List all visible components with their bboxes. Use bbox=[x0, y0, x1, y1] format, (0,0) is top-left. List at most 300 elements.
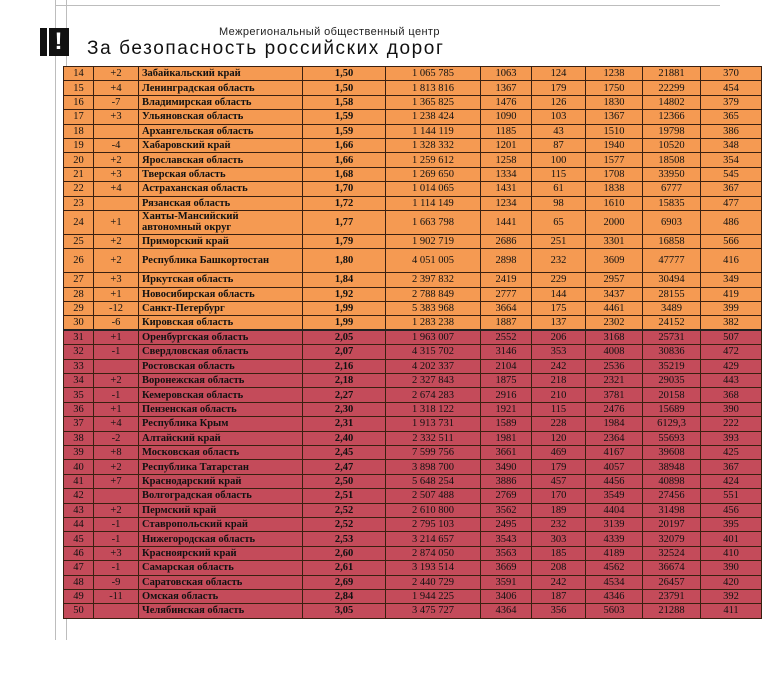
rank-cell: 27 bbox=[64, 273, 94, 287]
fatalities-cell: 356 bbox=[532, 604, 586, 618]
rank-change-cell: +1 bbox=[94, 330, 139, 344]
road-length-cell: 20158 bbox=[643, 388, 701, 402]
accidents-cell: 1887 bbox=[481, 316, 532, 330]
injured-cell: 1577 bbox=[586, 153, 643, 167]
injured-cell: 3609 bbox=[586, 249, 643, 273]
region-name-cell: Самарская область bbox=[139, 561, 303, 575]
rank-cell: 47 bbox=[64, 561, 94, 575]
region-name-cell: Кемеровская область bbox=[139, 388, 303, 402]
population-cell: 1 663 798 bbox=[386, 210, 481, 234]
rank-change-cell: -9 bbox=[94, 575, 139, 589]
vehicles-per-thousand-cell: 424 bbox=[701, 474, 762, 488]
accidents-cell: 1201 bbox=[481, 138, 532, 152]
fatalities-cell: 43 bbox=[532, 124, 586, 138]
region-name-cell: Ульяновская область bbox=[139, 110, 303, 124]
vehicles-per-thousand-cell: 390 bbox=[701, 402, 762, 416]
fatalities-cell: 303 bbox=[532, 532, 586, 546]
rank-cell: 32 bbox=[64, 345, 94, 359]
rank-change-cell: -11 bbox=[94, 589, 139, 603]
table-row bbox=[64, 561, 762, 575]
region-name-cell: Астраханская область bbox=[139, 182, 303, 196]
fatalities-cell: 457 bbox=[532, 474, 586, 488]
fatalities-cell: 232 bbox=[532, 517, 586, 531]
vehicles-per-thousand-cell: 425 bbox=[701, 445, 762, 459]
region-name-cell: Воронежская область bbox=[139, 374, 303, 388]
population-cell: 1 813 816 bbox=[386, 81, 481, 95]
population-cell: 1 963 007 bbox=[386, 330, 481, 344]
rank-change-cell: +2 bbox=[94, 234, 139, 248]
rank-cell: 14 bbox=[64, 67, 94, 81]
table-row bbox=[64, 402, 762, 416]
injured-cell: 4057 bbox=[586, 460, 643, 474]
rank-change-cell bbox=[94, 604, 139, 618]
accidents-cell: 1589 bbox=[481, 417, 532, 431]
rank-change-cell: -4 bbox=[94, 138, 139, 152]
road-length-cell: 24152 bbox=[643, 316, 701, 330]
road-length-cell: 19798 bbox=[643, 124, 701, 138]
accidents-cell: 2552 bbox=[481, 330, 532, 344]
region-name-cell: Рязанская область bbox=[139, 196, 303, 210]
road-length-cell: 10520 bbox=[643, 138, 701, 152]
injured-cell: 3301 bbox=[586, 234, 643, 248]
fatalities-cell: 353 bbox=[532, 345, 586, 359]
population-cell: 2 507 488 bbox=[386, 489, 481, 503]
fatalities-cell: 185 bbox=[532, 546, 586, 560]
risk-coefficient-cell: 1,66 bbox=[303, 153, 386, 167]
rank-cell: 29 bbox=[64, 302, 94, 316]
rank-change-cell: +8 bbox=[94, 445, 139, 459]
road-length-cell: 12366 bbox=[643, 110, 701, 124]
population-cell: 2 874 050 bbox=[386, 546, 481, 560]
table-row bbox=[64, 445, 762, 459]
rank-cell: 24 bbox=[64, 210, 94, 234]
population-cell: 1 944 225 bbox=[386, 589, 481, 603]
region-name-cell: Хабаровский край bbox=[139, 138, 303, 152]
population-cell: 2 674 283 bbox=[386, 388, 481, 402]
population-cell: 5 383 968 bbox=[386, 302, 481, 316]
rank-change-cell: -1 bbox=[94, 532, 139, 546]
region-name-cell: Республика Крым bbox=[139, 417, 303, 431]
region-name-cell: Волгоградская область bbox=[139, 489, 303, 503]
risk-coefficient-cell: 2,47 bbox=[303, 460, 386, 474]
rank-change-cell bbox=[94, 196, 139, 210]
injured-cell: 4404 bbox=[586, 503, 643, 517]
accidents-cell: 1234 bbox=[481, 196, 532, 210]
vehicles-per-thousand-cell: 420 bbox=[701, 575, 762, 589]
vehicles-per-thousand-cell: 386 bbox=[701, 124, 762, 138]
accidents-cell: 1875 bbox=[481, 374, 532, 388]
vehicles-per-thousand-cell: 486 bbox=[701, 210, 762, 234]
vehicles-per-thousand-cell: 411 bbox=[701, 604, 762, 618]
fatalities-cell: 251 bbox=[532, 234, 586, 248]
region-name-cell: Ханты-Мансийский автономный округ bbox=[139, 210, 303, 234]
accidents-cell: 3490 bbox=[481, 460, 532, 474]
table-row bbox=[64, 460, 762, 474]
rank-change-cell: +3 bbox=[94, 167, 139, 181]
vehicles-per-thousand-cell: 472 bbox=[701, 345, 762, 359]
rank-cell: 15 bbox=[64, 81, 94, 95]
injured-cell: 2000 bbox=[586, 210, 643, 234]
population-cell: 3 193 514 bbox=[386, 561, 481, 575]
fatalities-cell: 120 bbox=[532, 431, 586, 445]
road-length-cell: 40898 bbox=[643, 474, 701, 488]
region-name-cell: Алтайский край bbox=[139, 431, 303, 445]
fatalities-cell: 170 bbox=[532, 489, 586, 503]
rank-cell: 48 bbox=[64, 575, 94, 589]
fatalities-cell: 208 bbox=[532, 561, 586, 575]
vehicles-per-thousand-cell: 379 bbox=[701, 95, 762, 109]
risk-coefficient-cell: 1,68 bbox=[303, 167, 386, 181]
rank-cell: 38 bbox=[64, 431, 94, 445]
injured-cell: 2364 bbox=[586, 431, 643, 445]
vehicles-per-thousand-cell: 395 bbox=[701, 517, 762, 531]
population-cell: 2 788 849 bbox=[386, 287, 481, 301]
population-cell: 1 318 122 bbox=[386, 402, 481, 416]
table-row bbox=[64, 474, 762, 488]
rank-change-cell: +4 bbox=[94, 182, 139, 196]
vehicles-per-thousand-cell: 222 bbox=[701, 417, 762, 431]
fatalities-cell: 210 bbox=[532, 388, 586, 402]
risk-coefficient-cell: 2,61 bbox=[303, 561, 386, 575]
region-name-cell: Оренбургская область bbox=[139, 330, 303, 344]
region-name-cell: Иркутская область bbox=[139, 273, 303, 287]
accidents-cell: 2104 bbox=[481, 359, 532, 373]
vehicles-per-thousand-cell: 443 bbox=[701, 374, 762, 388]
fatalities-cell: 98 bbox=[532, 196, 586, 210]
risk-coefficient-cell: 1,79 bbox=[303, 234, 386, 248]
road-length-cell: 23791 bbox=[643, 589, 701, 603]
fatalities-cell: 144 bbox=[532, 287, 586, 301]
accidents-cell: 2777 bbox=[481, 287, 532, 301]
population-cell: 1 902 719 bbox=[386, 234, 481, 248]
rank-cell: 16 bbox=[64, 95, 94, 109]
fatalities-cell: 61 bbox=[532, 182, 586, 196]
road-length-cell: 3489 bbox=[643, 302, 701, 316]
table-row bbox=[64, 489, 762, 503]
fatalities-cell: 137 bbox=[532, 316, 586, 330]
population-cell: 5 648 254 bbox=[386, 474, 481, 488]
warning-logo-icon: ! bbox=[34, 27, 74, 57]
rank-cell: 30 bbox=[64, 316, 94, 330]
table-row bbox=[64, 417, 762, 431]
vehicles-per-thousand-cell: 393 bbox=[701, 431, 762, 445]
table-row bbox=[64, 249, 762, 273]
region-name-cell: Приморский край bbox=[139, 234, 303, 248]
rank-cell: 22 bbox=[64, 182, 94, 196]
population-cell: 1 283 238 bbox=[386, 316, 481, 330]
rank-change-cell: +2 bbox=[94, 67, 139, 81]
rank-cell: 49 bbox=[64, 589, 94, 603]
fatalities-cell: 115 bbox=[532, 402, 586, 416]
road-length-cell: 6777 bbox=[643, 182, 701, 196]
table-row bbox=[64, 153, 762, 167]
accidents-cell: 1090 bbox=[481, 110, 532, 124]
vehicles-per-thousand-cell: 367 bbox=[701, 182, 762, 196]
injured-cell: 3168 bbox=[586, 330, 643, 344]
road-length-cell: 18508 bbox=[643, 153, 701, 167]
vehicles-per-thousand-cell: 507 bbox=[701, 330, 762, 344]
road-length-cell: 15835 bbox=[643, 196, 701, 210]
fatalities-cell: 228 bbox=[532, 417, 586, 431]
road-length-cell: 6129,3 bbox=[643, 417, 701, 431]
risk-coefficient-cell: 2,18 bbox=[303, 374, 386, 388]
road-length-cell: 32079 bbox=[643, 532, 701, 546]
rank-cell: 20 bbox=[64, 153, 94, 167]
accidents-cell: 3543 bbox=[481, 532, 532, 546]
rank-change-cell: +4 bbox=[94, 417, 139, 431]
injured-cell: 1830 bbox=[586, 95, 643, 109]
rank-cell: 18 bbox=[64, 124, 94, 138]
rank-change-cell: +3 bbox=[94, 546, 139, 560]
population-cell: 1 328 332 bbox=[386, 138, 481, 152]
risk-coefficient-cell: 1,99 bbox=[303, 302, 386, 316]
fatalities-cell: 126 bbox=[532, 95, 586, 109]
injured-cell: 4339 bbox=[586, 532, 643, 546]
accidents-cell: 1441 bbox=[481, 210, 532, 234]
rank-cell: 33 bbox=[64, 359, 94, 373]
region-name-cell: Тверская область bbox=[139, 167, 303, 181]
fatalities-cell: 179 bbox=[532, 460, 586, 474]
table-row bbox=[64, 67, 762, 81]
table-row bbox=[64, 138, 762, 152]
rank-change-cell: -12 bbox=[94, 302, 139, 316]
road-length-cell: 21881 bbox=[643, 67, 701, 81]
risk-coefficient-cell: 2,50 bbox=[303, 474, 386, 488]
vehicles-per-thousand-cell: 348 bbox=[701, 138, 762, 152]
table-row bbox=[64, 124, 762, 138]
table-row bbox=[64, 546, 762, 560]
vehicles-per-thousand-cell: 368 bbox=[701, 388, 762, 402]
vehicles-per-thousand-cell: 477 bbox=[701, 196, 762, 210]
region-name-cell: Красноярский край bbox=[139, 546, 303, 560]
accidents-cell: 2495 bbox=[481, 517, 532, 531]
road-length-cell: 38948 bbox=[643, 460, 701, 474]
risk-coefficient-cell: 2,52 bbox=[303, 503, 386, 517]
accidents-cell: 3406 bbox=[481, 589, 532, 603]
region-name-cell: Ярославская область bbox=[139, 153, 303, 167]
injured-cell: 4534 bbox=[586, 575, 643, 589]
fatalities-cell: 229 bbox=[532, 273, 586, 287]
vehicles-per-thousand-cell: 367 bbox=[701, 460, 762, 474]
road-length-cell: 55693 bbox=[643, 431, 701, 445]
region-name-cell: Пермский край bbox=[139, 503, 303, 517]
fatalities-cell: 206 bbox=[532, 330, 586, 344]
region-name-cell: Санкт-Петербург bbox=[139, 302, 303, 316]
rank-cell: 36 bbox=[64, 402, 94, 416]
injured-cell: 1708 bbox=[586, 167, 643, 181]
table-row bbox=[64, 532, 762, 546]
risk-coefficient-cell: 2,52 bbox=[303, 517, 386, 531]
population-cell: 4 051 005 bbox=[386, 249, 481, 273]
population-cell: 1 014 065 bbox=[386, 182, 481, 196]
rank-change-cell: -1 bbox=[94, 388, 139, 402]
risk-coefficient-cell: 2,30 bbox=[303, 402, 386, 416]
accidents-cell: 3886 bbox=[481, 474, 532, 488]
table-row bbox=[64, 196, 762, 210]
population-cell: 1 913 731 bbox=[386, 417, 481, 431]
rank-cell: 45 bbox=[64, 532, 94, 546]
rank-cell: 28 bbox=[64, 287, 94, 301]
region-name-cell: Новосибирская область bbox=[139, 287, 303, 301]
region-name-cell: Московская область bbox=[139, 445, 303, 459]
injured-cell: 3781 bbox=[586, 388, 643, 402]
region-name-cell: Краснодарский край bbox=[139, 474, 303, 488]
rank-change-cell: +3 bbox=[94, 273, 139, 287]
population-cell: 1 269 650 bbox=[386, 167, 481, 181]
risk-coefficient-cell: 1,77 bbox=[303, 210, 386, 234]
risk-coefficient-cell: 2,07 bbox=[303, 345, 386, 359]
injured-cell: 1367 bbox=[586, 110, 643, 124]
injured-cell: 1510 bbox=[586, 124, 643, 138]
region-name-cell: Архангельская область bbox=[139, 124, 303, 138]
injured-cell: 3437 bbox=[586, 287, 643, 301]
vehicles-per-thousand-cell: 390 bbox=[701, 561, 762, 575]
region-name-cell: Нижегородская область bbox=[139, 532, 303, 546]
rank-cell: 17 bbox=[64, 110, 94, 124]
road-length-cell: 39608 bbox=[643, 445, 701, 459]
table-row bbox=[64, 388, 762, 402]
table-row bbox=[64, 287, 762, 301]
road-length-cell: 29035 bbox=[643, 374, 701, 388]
vehicles-per-thousand-cell: 566 bbox=[701, 234, 762, 248]
fatalities-cell: 189 bbox=[532, 503, 586, 517]
rank-change-cell: -1 bbox=[94, 517, 139, 531]
road-length-cell: 6903 bbox=[643, 210, 701, 234]
injured-cell: 5603 bbox=[586, 604, 643, 618]
rank-change-cell: +7 bbox=[94, 474, 139, 488]
accidents-cell: 1981 bbox=[481, 431, 532, 445]
fatalities-cell: 232 bbox=[532, 249, 586, 273]
injured-cell: 4461 bbox=[586, 302, 643, 316]
population-cell: 2 332 511 bbox=[386, 431, 481, 445]
table-row bbox=[64, 182, 762, 196]
accidents-cell: 1185 bbox=[481, 124, 532, 138]
vehicles-per-thousand-cell: 370 bbox=[701, 67, 762, 81]
accidents-cell: 3563 bbox=[481, 546, 532, 560]
population-cell: 3 475 727 bbox=[386, 604, 481, 618]
accidents-cell: 2419 bbox=[481, 273, 532, 287]
fatalities-cell: 103 bbox=[532, 110, 586, 124]
table-row bbox=[64, 517, 762, 531]
table-row bbox=[64, 374, 762, 388]
vehicles-per-thousand-cell: 354 bbox=[701, 153, 762, 167]
risk-coefficient-cell: 1,59 bbox=[303, 124, 386, 138]
road-length-cell: 30836 bbox=[643, 345, 701, 359]
vehicles-per-thousand-cell: 551 bbox=[701, 489, 762, 503]
rank-cell: 26 bbox=[64, 249, 94, 273]
table-row bbox=[64, 210, 762, 234]
vehicles-per-thousand-cell: 545 bbox=[701, 167, 762, 181]
population-cell: 2 795 103 bbox=[386, 517, 481, 531]
rank-change-cell: +1 bbox=[94, 402, 139, 416]
fatalities-cell: 187 bbox=[532, 589, 586, 603]
road-length-cell: 36674 bbox=[643, 561, 701, 575]
region-name-cell: Омская область bbox=[139, 589, 303, 603]
population-cell: 1 114 149 bbox=[386, 196, 481, 210]
rank-cell: 34 bbox=[64, 374, 94, 388]
vehicles-per-thousand-cell: 365 bbox=[701, 110, 762, 124]
rank-change-cell: +2 bbox=[94, 460, 139, 474]
road-length-cell: 15689 bbox=[643, 402, 701, 416]
risk-coefficient-cell: 2,84 bbox=[303, 589, 386, 603]
table-row bbox=[64, 431, 762, 445]
rank-cell: 40 bbox=[64, 460, 94, 474]
fatalities-cell: 469 bbox=[532, 445, 586, 459]
fatalities-cell: 87 bbox=[532, 138, 586, 152]
injured-cell: 1238 bbox=[586, 67, 643, 81]
rank-cell: 37 bbox=[64, 417, 94, 431]
risk-coefficient-cell: 2,69 bbox=[303, 575, 386, 589]
vehicles-per-thousand-cell: 454 bbox=[701, 81, 762, 95]
road-length-cell: 27456 bbox=[643, 489, 701, 503]
rank-change-cell bbox=[94, 489, 139, 503]
injured-cell: 4167 bbox=[586, 445, 643, 459]
risk-coefficient-cell: 2,53 bbox=[303, 532, 386, 546]
rank-change-cell: +1 bbox=[94, 287, 139, 301]
risk-coefficient-cell: 1,58 bbox=[303, 95, 386, 109]
risk-coefficient-cell: 1,92 bbox=[303, 287, 386, 301]
table-row bbox=[64, 604, 762, 618]
risk-coefficient-cell: 2,31 bbox=[303, 417, 386, 431]
rank-change-cell: +2 bbox=[94, 503, 139, 517]
injured-cell: 4562 bbox=[586, 561, 643, 575]
rank-change-cell: -2 bbox=[94, 431, 139, 445]
injured-cell: 1610 bbox=[586, 196, 643, 210]
risk-coefficient-cell: 1,80 bbox=[303, 249, 386, 273]
fatalities-cell: 124 bbox=[532, 67, 586, 81]
region-name-cell: Владимирская область bbox=[139, 95, 303, 109]
road-length-cell: 22299 bbox=[643, 81, 701, 95]
accidents-cell: 2686 bbox=[481, 234, 532, 248]
region-name-cell: Пензенская область bbox=[139, 402, 303, 416]
road-length-cell: 32524 bbox=[643, 546, 701, 560]
road-length-cell: 30494 bbox=[643, 273, 701, 287]
accidents-cell: 1367 bbox=[481, 81, 532, 95]
risk-coefficient-cell: 1,66 bbox=[303, 138, 386, 152]
table-row bbox=[64, 575, 762, 589]
population-cell: 1 259 612 bbox=[386, 153, 481, 167]
table-row bbox=[64, 234, 762, 248]
rank-cell: 44 bbox=[64, 517, 94, 531]
vehicles-per-thousand-cell: 456 bbox=[701, 503, 762, 517]
injured-cell: 2476 bbox=[586, 402, 643, 416]
injured-cell: 2536 bbox=[586, 359, 643, 373]
risk-coefficient-cell: 2,60 bbox=[303, 546, 386, 560]
injured-cell: 2957 bbox=[586, 273, 643, 287]
rank-change-cell: +1 bbox=[94, 210, 139, 234]
fatalities-cell: 65 bbox=[532, 210, 586, 234]
table-row bbox=[64, 110, 762, 124]
accidents-cell: 1334 bbox=[481, 167, 532, 181]
road-length-cell: 28155 bbox=[643, 287, 701, 301]
table-row bbox=[64, 345, 762, 359]
rank-cell: 19 bbox=[64, 138, 94, 152]
fatalities-cell: 100 bbox=[532, 153, 586, 167]
road-safety-ranking-table bbox=[63, 66, 762, 619]
vehicles-per-thousand-cell: 410 bbox=[701, 546, 762, 560]
accidents-cell: 2916 bbox=[481, 388, 532, 402]
table-row bbox=[64, 95, 762, 109]
vehicles-per-thousand-cell: 416 bbox=[701, 249, 762, 273]
rank-change-cell: +2 bbox=[94, 374, 139, 388]
risk-coefficient-cell: 1,72 bbox=[303, 196, 386, 210]
population-cell: 1 065 785 bbox=[386, 67, 481, 81]
rank-cell: 50 bbox=[64, 604, 94, 618]
accidents-cell: 3562 bbox=[481, 503, 532, 517]
accidents-cell: 3591 bbox=[481, 575, 532, 589]
rank-change-cell: +2 bbox=[94, 153, 139, 167]
table-row bbox=[64, 589, 762, 603]
